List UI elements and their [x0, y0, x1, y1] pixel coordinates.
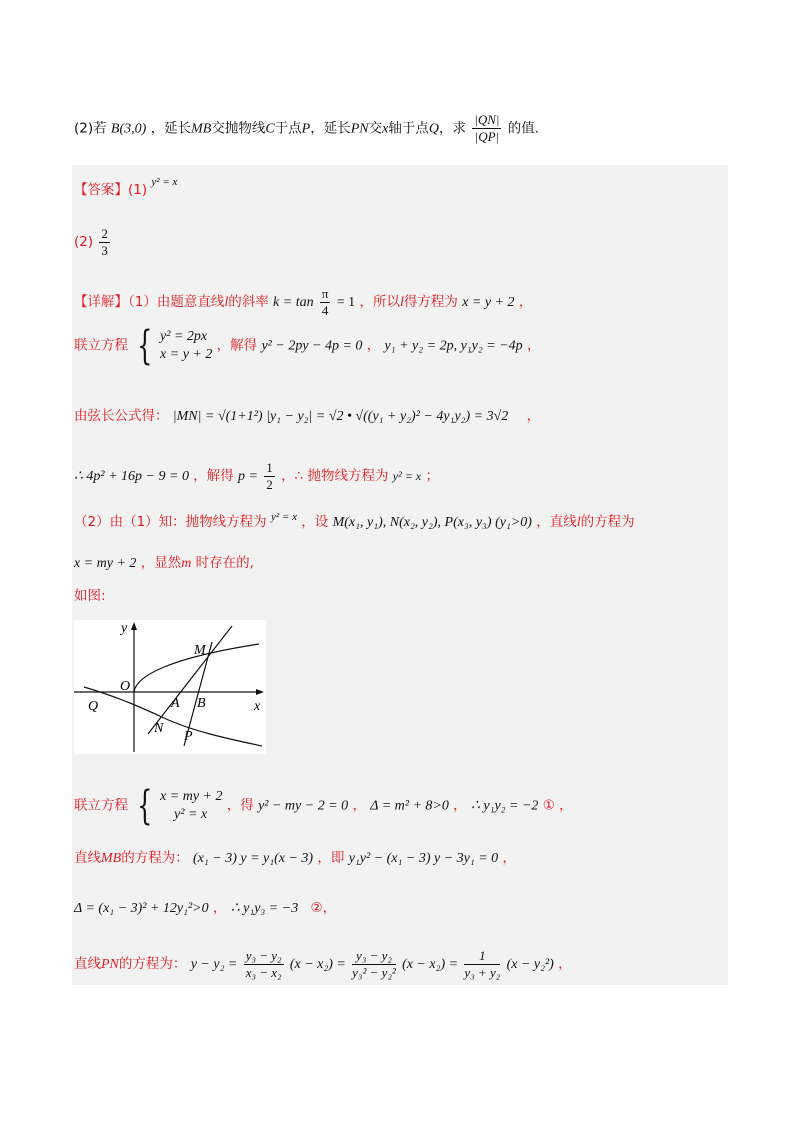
pn-line-equation: 直线PN的方程为： y − y₂ = $\frac{\text{y₃ − y₂}}{\text{x₃ − x₂}}$ (x − x₂) = $\frac{\text{y₃ − y₂}}{\text{y₃² − y₂²}}$ (x − x₂) = $\frac{1}{\text{y₃ + y₂}}$ (x − y₂²) ，: [74, 948, 572, 980]
label-a: A: [171, 696, 180, 711]
line-l-equation: x = my + 2 ，显然m 时存在的,: [74, 555, 254, 571]
label-y: y: [121, 621, 128, 636]
system-1: 联立方程 { y² = 2px x = y + 2 ，解得 y² − 2py − 4p = 0 ， y₁ + y₂ = 2p, y₁y₂ = −4p ，: [74, 323, 541, 369]
system-2: 联立方程 { x = my + 2 y² = x ，得 y² − my − 2 = 0 ， Δ = m² + 8>0 ， ∴ y₁y₂ = −2 ① ，: [74, 783, 573, 829]
label-q: Q: [88, 699, 99, 714]
label-m: M: [194, 643, 206, 658]
label-o: O: [120, 679, 131, 694]
part-2-setup: （2）由（1）知：抛物线方程为 $^{y^2 = x}$ ，设 M(x₁, y₁), N(x₂, y₂), P(x₃, y₃) (y₁>0) ，直线l的方程为: [74, 511, 635, 530]
label-p: P: [184, 729, 193, 744]
y-axis-arrow: [131, 622, 137, 630]
parabola-figure: [74, 620, 266, 754]
answer-line-1: 【答案】(1) $^{y^2 = x}$: [74, 176, 178, 198]
mb-line-equation: 直线MB的方程为： (x₁ − 3) y = y₁(x − 3) ，即 y₁y² − (x₁ − 3) y − 3y₁ = 0 ，: [74, 850, 516, 866]
label-x: x: [254, 699, 261, 714]
line-l: [148, 626, 232, 734]
solve-p: ∴ 4p² + 16p − 9 = 0 ，解得 p = $\frac{1}{2}$ ，∴ 抛物线方程为 y² = x ；: [74, 460, 439, 492]
ratio-fraction: $\frac{|QN|}{|QP|}$: [474, 112, 500, 144]
detail-line: 【详解】（1）由题意直线l的斜率 k = tan $\frac{\pi}{4}$ = 1 ，所以l得方程为 x = y + 2 ，: [74, 286, 533, 318]
figure-caption: 如图:: [74, 588, 106, 604]
x-axis-arrow: [256, 689, 264, 695]
label-n: N: [154, 721, 164, 736]
discriminant: Δ = (x₁ − 3)² + 12y₁²>0 ， ∴ y₁y₃ = −3 ②，: [74, 900, 337, 916]
chord-length: 由弦长公式得： |MN| = √(1+1²) |y₁ − y₂| = √2 • √((y₁ + y₂)² − 4y₁y₂) = 3√2 ，: [74, 408, 541, 424]
question-2: (2)若 B(3,0) ，延长MB交抛物线C于点P，延长PN交x轴于点Q，求 $\frac{|QN|}{|QP|}$ 的值.: [74, 112, 540, 144]
answer-line-2: (2) $\frac{2}{3}$: [74, 226, 108, 258]
label-b: B: [197, 696, 206, 711]
